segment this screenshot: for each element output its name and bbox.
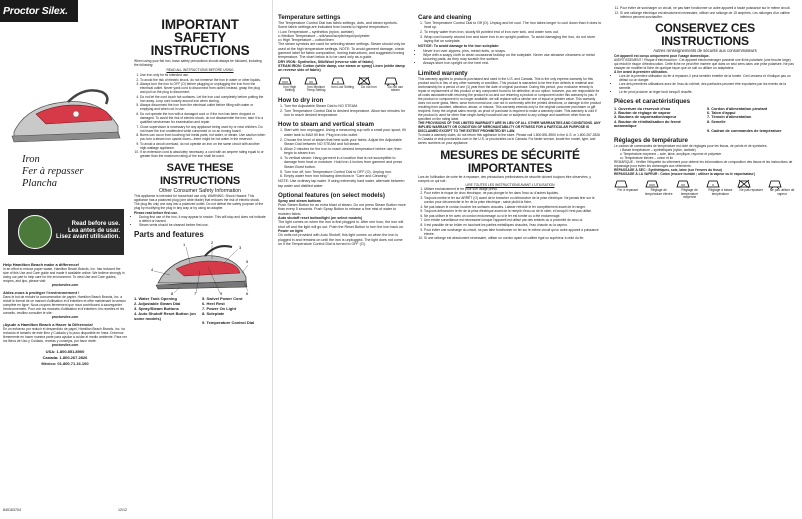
save-instructions-title: SAVE THESE INSTRUCTIONS [159,162,241,188]
list-item: 6. Empty water from iron following directions in "Care and Cleaning." [284,174,407,178]
list-item: • Le fer peut produire un léger bruit lorsqu'il chauffe. [619,90,796,94]
power-light-title: Power on light [278,228,303,233]
how-steam-title: How to steam and vertical steam [278,121,374,129]
iron-low-symbol: Iron Low Setting [331,76,354,93]
list-item: • Lors des premières utilisations avec de l'eau du robinet, des particules peuvent être expulsées par les évents de la semelle. [619,82,796,90]
fr-iron-low-symbol: Réglage à basse température [706,179,734,200]
warranty-text: This warranty applies to products purchased and used in the U.S. and Canada. This is the only express warranty for this product and is in lieu of any other warranty or condition. This product is warranted to be free from defects in material and workmanship for a period of one (1) year from the date of original purchase. During this period, your exclusive remedy is repair or replacement of this product or any component found to be defective, at our option; however, you are responsible for all costs associated with returning the product to us and our returning a product or component under this warranty to you. If the product or component is no longer available, we will replace with a similar one of equal or greater value. This warranty does not cover glass, filters, wear from normal use, use not in conformity with the printed directions, or damage to the product resulting from accident, alteration, abuse, or misuse. This warranty extends only to the original consumer purchaser or gift recipient. Keep the original sales receipt, as proof of purchase is required to make a warranty claim. This warranty is void if the product is used for other than single-family household use or subjected to any voltage and waveform other than as specified on the rating label. [418,76,601,121]
safety-read-all: READ ALL INSTRUCTIONS BEFORE USING [166,68,234,72]
fr-temperature-dots [614,148,796,160]
list-item: 4. Bouton de réinitialisation du fermé automatique [614,119,681,129]
list-item: 7. Close supervision is necessary for any appliance being used by or near children. Do not leave the iron unattended while connected or on an ironing board. [140,125,266,133]
svg-text:4: 4 [151,267,154,273]
how-dry-list [278,104,407,117]
list-item: 8. Il est possible de se brûler en touchant les parties métalliques chaudes, l'eau chaude ou la vapeur. [424,223,602,227]
list-item: 11. Pour éviter de surcharger un circuit, ne pas faire fonctionner un autre appareil à haute puissance sur le même circuit. [620,6,796,10]
fr-warning: AVERTISSEMENT ! Risque d'électrocution : Cet appareil électroménager possède une fiche polarisée (une broche large) qui réduit le risque d'électrocution. Cette fiche ne peut être insérée que dans un seul sens dans une prise polarisée. Ne pas essayer de modifier la fiche de quelque façon que ce soit ou utiliser un adaptateur. [614,57,794,70]
safety-title: IMPORTANT SAFETY INSTRUCTIONS [150,17,250,58]
list-item: • Basse température – synthétiques (nylon, acétate) [620,148,696,153]
safety-intro: When using your flat iron, basic safety precautions should always be followed, including the following: [134,59,262,67]
list-item: 9. Cadran de commandes de température [707,128,782,133]
no-iron-symbol: Do not iron [357,76,380,93]
list-item: 3. Toujours mettre le fer sur ARRÊT (O) avant de le brancher ou débrancher de la prise électrique. Ne jamais tirer sur le cordon pour déconnecter le fer de la prise électrique ; saisir plutôt la fiche. [424,196,602,204]
contact-numbers [3,349,127,368]
list-item: 2. Adjustable Steam Dial [134,301,181,307]
list-item: 3. Wrap cord loosely around iron and store iron in an upright position. To avoid damaging the iron, do not store laying flat on soleplate. [424,35,602,44]
list-item: 2. Bouton de réglage de vapeur [614,111,671,115]
warranty-title: Limited warranty [418,69,468,77]
list-item: 2. Choose the level of steam that best suits your fabric. Adjust the Adjustable Steam Dial between NO STEAM and full steam. [284,138,407,147]
list-item: 1. Utiliser exclusivement le fer pour son usage prévu. [424,187,602,191]
product-name-en: Iron [22,154,40,165]
list-item: •• Medium Temperature – silk/wool/acrylic/rayon/polyester [278,33,370,38]
list-item: 3. Boutons de vaporisation/vapeur [614,115,677,120]
list-item: ••• Température élevée – coton et lin [620,156,674,161]
parts-diagram [150,241,250,295]
list-item: 5. Always disconnect the iron from the electrical outlet before filling with water or emptying and when not in use. [140,103,266,111]
help-title-es: ¡Ayude a Hamilton Beach a Hacer la Diferencia! [3,322,93,327]
list-item: 9. Pour éviter une surcharge du circuit, ne pas faire fonctionner un fer sur le même circuit qu'un autre appareil à puissance élevée. [424,228,602,236]
list-item: 5. Cordon d'alimentation pivotant [707,106,768,111]
list-item: 1. Turn Temperature Control Dial to Off (O). Unplug and let cool. The iron takes longer to cool down than it does to heat up. [424,21,602,30]
list-item: • Never iron over zippers, pins, metal rivets, or snaps. [423,49,602,53]
list-item: 6. Heel Rest [202,301,225,307]
help-url-fr[interactable]: proctorsilex.com [51,315,79,319]
fr-care-symbols [614,179,796,200]
list-item: 4. Ne pas laisser le cordon toucher les surfaces chaudes. Laisser refroidir le fer complètement avant de le ranger. [424,205,602,209]
care-title: Care and cleaning [418,14,472,21]
fr-no-iron-symbol: Ne pas repasser [737,179,765,200]
fr-read-all: LIRE TOUTES LES INSTRUCTIONS AVANT L'UTILISATION [465,182,555,187]
fr-safety-list-cont [614,6,796,19]
parts-list [134,297,266,326]
fr-temperature-title: Réglages de température [614,137,688,145]
care-list [418,21,602,44]
fr-safety-title: MESURES DE SÉCURITÉ IMPORTANTES [440,147,580,175]
warranty-disclaimer: THE PROVISIONS OF THIS LIMITED WARRANTY ARE IN LIEU OF ALL OTHER WARRANTIES AND CONDITIONS. ANY IMPLIED WARRANTY OR CONDITION OF MERCHANTABILITY OR FITNESS FOR A PARTICULAR PURPOSE IS DISCLAIMED EXCEPT TO THE EXTENT PROHIBITED BY LAW. [418,120,601,133]
iron-photo [6,80,124,150]
fr-home-use: Cet appareil est conçu uniquement pour l'usage domestique. [614,53,710,58]
fr-temperature-text: Le cadran de commandes de température est doté de réglages pour les tissus, de points et de symboles. [614,144,768,149]
list-item: 7. Témoin d'alimentation [707,115,752,120]
auto-shutoff-title: Auto shutoff reset button/light (on select models) [278,216,363,221]
svg-text:7: 7 [194,291,197,296]
svg-text:5: 5 [246,259,249,265]
fr-iron-symbol: Fer à repasser [614,179,642,200]
fr-steam-ironing: REPASSAGE À LA VAPEUR : Coton (encore humide ; utiliser la vapeur ou le vaporisateur) [614,172,755,177]
warranty-claim: To make a warranty claim, do not return this appliance to the store. Please call 1.800.851.8900 in the U.S. or 1.800.267.2826 in Canada or visit proctorsilex.com in the U.S. or proctorsilex.ca in Canada. For faster service, locate the model, type, and series numbers on your appliance. [418,132,600,145]
fr-save-title: CONSERVEZ CES INSTRUCTIONS [655,20,755,48]
list-item: • Always store iron upright on the heel rest. [423,61,602,65]
temperature-dots [278,30,407,43]
notice-list [418,49,602,66]
safety-column [130,0,272,519]
help-title: Help Hamilton Beach make a difference! [3,262,80,267]
temperature-p1: Some fabric settings are indicated from lowest to highest temperature. [278,25,390,30]
fr-parts-title: Pièces et caractéristiques [614,97,691,105]
other-safety-title: Other Consumer Safety Information [159,188,241,195]
parts-title: Parts and features [134,230,204,240]
help-title-fr: Aidez-nous à protéger l'environnement ! [3,290,80,295]
list-item: 6. Ne pas utiliser le fer avec un cordon endommagé ou si le fer est tombé ou a été endommagé. [424,214,602,218]
spray-title: Spray and steam buttons [278,198,321,203]
list-item: 1. Start with iron unplugged. Using a measuring cup with a small pour spout, fill water tank to MAX fill line. Plug iron into outlet. [284,128,407,137]
temperature-column [272,0,412,519]
fr-remarque: REMARQUE : Vérifier l'étiquette du vêtement pour obtenir les informations de composition des tissus et les instructions de repassage pour éviter les dommages aux vêtements. [614,160,793,169]
list-item: 4. Auto Shutoff Reset Button (on some models) [134,310,196,321]
help-url[interactable]: proctorsilex.com [51,283,79,287]
contact-mexico: México: 01.800.71.16.100 [41,361,89,367]
help-section [3,262,127,368]
french-column [608,0,802,519]
read-en: Read before use. [71,221,120,227]
contact-usa: USA: 1.800.851.8900 [45,349,85,354]
list-item: • Steam vents should be cleaned before first use. [139,223,266,227]
document-code: 840163704 [3,508,21,512]
list-item: 1. Water Tank Opening [134,296,177,302]
svg-text:8: 8 [171,291,174,296]
list-item: 8. Semelle [707,119,726,124]
read-es: Lea antes de usar. [67,227,120,234]
list-item: 9. Temperature Control Dial [202,320,255,326]
list-item: 3. Allow 2 minutes for the iron to reach desired temperature before use; then begin to steam iron. [284,147,407,156]
iron-medium-symbol: Iron Medium Temp Setting [304,76,327,93]
list-item: 5. Toujours débrancher le fer de la prise électrique avant de le remplir d'eau ou de le vider, et lorsqu'il n'est pas utilisé. [424,209,602,213]
fr-save-subtitle: Autres renseignements de sécurité aux consommateurs [653,47,757,53]
list-item: 2. Turn Temperature Control Dial to desired temperature. Allow two minutes for iron to reach desired temperature. [284,109,407,118]
fr-iron-high-symbol: Réglage de température élevée [645,179,673,200]
list-item: 10. Si une rallonge est absolument nécessaire, utiliser un cordon ayant un calibre égal ou supérieur à celui du fer. [424,236,602,240]
power-light-text: On units not provided with Auto Shutoff, this light comes on when the iron is plugged in and remains on until the iron is unplugged. The light does not come on if the Temperature Control Dial is turned to OFF (O). [278,233,403,246]
no-steam-symbol: Do not use steam [384,76,407,93]
spray-text: Push Steam Button for an extra blast of steam. Do not press Steam Button more than every 5 seconds. Push Spray Button to release a fine mist of water to moisten fabric. [278,203,406,216]
list-item: ••• High Temperature – cotton/linen [278,38,334,43]
optional-features-title: Optional features (on select models) [278,191,385,199]
list-item: 1. Turn the Adjustable Steam Dial to NO STEAM. [284,104,407,108]
list-item: 7. Une étroite surveillance est nécessaire lorsque l'appareil est utilisé par des enfants ou à proximité de ceux-ci. [424,218,602,222]
list-item: 9. To avoid a circuit overload, do not operate an iron on the same circuit with another high-wattage appliance. [140,142,266,150]
list-item: • Wipe with a soapy cloth to clean occasional buildup on the soleplate. Never use abrasive cleansers or metal scouring pads, as they may scratch the surface. [423,53,602,62]
care-notice: NOTICE: To avoid damage to the iron soleplate: [418,44,500,49]
help-text-fr: Dans le but de réduire la consommation de papier, Hamilton Beach Brands, Inc. a réduit le format de ce manuel d'utilisation et d'entretien et offre maintenant la version complète en ligne. Nous croyons fermement que nous contribuons à sauvegarder l'environnement. Pour voir les manuels d'utilisation et d'entretien, les recettes et les conseils, veuillez consulter le site : [3,295,127,315]
auto-shutoff-text: The light comes on when the iron is first plugged in. After one hour, the iron will shut off and the light will go out. Push the Reset Button to turn the iron back on. [278,220,404,229]
steam-ironing: STEAM IRON: Cotton (white damp, use steam or spray) Linen (white damp on reverse side of fabric) [278,63,405,73]
product-name-es: Plancha [22,178,57,189]
contact-canada: Canada: 1.800.267.2826 [42,355,88,361]
list-item: 2. To avoid the risk of electric shock, do not immerse the iron in water or other liquids. [140,78,266,82]
first-use-title: Please read before first use. [134,211,178,216]
temperature-p2: The steam symbols are used for selecting steam settings. Steam should only be used at the high temperature settings. NOTE: To avoid garment damage, check garment label for fabric composition, ironing instructions, and suggested ironing temperature. The chart below is to be used only as a guide. [278,42,406,60]
temperature-title: Temperature settings [278,14,341,21]
list-item: 5. Swivel Power Cord [202,296,243,302]
leaf-icon [18,215,52,249]
list-item: 3. Spray/Steam Buttons [134,305,179,311]
fr-dry-ironing: REPASSAGE À SEC : Synthétiques, soie, laine (sur l'envers du tissu) [614,168,722,173]
fr-iron-medium-symbol: Réglage de température moyenne [676,179,704,200]
product-names [22,154,83,190]
svg-text:3: 3 [239,245,242,251]
fr-first-use-list [614,74,796,94]
care-column [412,0,608,519]
list-item: 12. Si une rallonge électrique est absolument nécessaire, utiliser une rallonge de 15 ampères. Les rallonges d'un calibre inférieur peuvent surchauffer. [620,11,796,19]
help-url-es[interactable]: proctorsilex.com [51,343,79,347]
list-item: 8. Soleplate [202,310,225,316]
fr-parts-list [614,107,796,133]
list-item: • Low Temperature – synthetics (nylon, acetate) [278,29,354,34]
list-item: 1. Ouverture du réservoir d'eau [614,106,671,111]
svg-text:6: 6 [246,291,249,296]
product-name-fr: Fer à repasser [22,166,84,177]
list-item: •• Température moyenne – soie, laine, acrylique, rayonne et polyester [620,152,722,157]
svg-text:2: 2 [211,241,214,246]
list-item: 2. To empty water from iron, slowly tilt pointed end of iron over sink, and water runs out. [424,30,602,34]
first-use-list [134,215,266,227]
how-steam-list [278,128,407,178]
brand-logo: Proctor Silex. [0,0,78,22]
cover-column [0,0,130,519]
help-text-es: En un esfuerzo por reducir el desperdicio de papel, Hamilton Beach Brands, Inc. ha reducido el tamaño de este libro y Cuidado y lo puso disponible en línea. Creemos firmemente en hacer nuestra parte para ayudar a cuidar el medio ambiente. Para ver los libros de Uso y Cuidado, recetas y consejos, por favor visite: [3,327,127,343]
list-item: 6. Talon d'appui [707,111,736,115]
list-item: • Lors de la première utilisation du fer à repasser, il peut sembler émettre de la fumée. Ceci cessera et n'indique pas un défaut ou un danger. [619,74,796,82]
fr-no-steam-symbol: Ne pas utiliser de vapeur [768,179,796,200]
iron-high-symbol: Iron High Setting [278,76,301,93]
svg-text:9: 9 [220,291,223,296]
care-symbols [278,76,407,93]
list-item: 5. Turn iron off, turn Temperature Control Dial to OFF (O). Unplug iron. [284,170,407,174]
list-item: 1. Use iron only for its intended use. [140,73,266,77]
fr-safety-intro: Lors de l'utilisation de votre fer à repasser, des précautions préliminaires de sécurité doivent toujours être observées, y compris ce qui suit : [418,174,592,183]
document-date: 12/12 [118,508,127,512]
safety-list [134,73,266,158]
how-dry-title: How to dry iron [278,96,324,104]
list-item: 6. Do not operate the iron with a damaged cord or if the iron has been dropped or damaged. To avoid the risk of electric shock, do not disassemble the iron; take it to a qualified serviceman for examination and repair. [140,112,266,124]
read-before-use-box [8,209,124,255]
list-item: 3. Always turn the iron to OFF (O) before plugging or unplugging the iron from the electrical outlet. Never yank cord to disconnect from outlet; instead, grasp the plug and pull on the plug to disconnect. [140,82,266,94]
fr-first-use: À lire avant la première utilisation. [614,69,668,74]
list-item: 7. Power On Light [202,305,237,311]
fr-safety-list [418,187,602,240]
svg-text:1: 1 [183,242,186,248]
list-item: 2. Pour éviter le risque de choc électrique, ne pas plonger le fer dans l'eau ou d'autres liquides. [424,191,602,195]
list-item: 8. Burns can occur from touching hot metal parts, hot water, or steam. Use caution when you turn a steam iron upside down—there might be hot water in the reservoir. [140,133,266,141]
list-item: 4. Do not let the cord touch hot surfaces. Let the iron cool completely before putting the iron away. Loop cord loosely around iron when storing. [140,95,266,103]
dry-ironing: DRY IRON: Synthetics, Silk/Wool (reverse side of fabric) [278,59,374,64]
other-safety-text: This appliance is intended for household use only. WARNING: Shock Hazard: This appliance has a polarized plug (one wide blade) that reduces the risk of electric shock. The plug fits only one way into a polarized outlet. Do not defeat the safety purpose of the plug by modifying the plug in any way or by using an adapter. [134,194,264,211]
read-fr: Lisez avant utilisation. [56,234,121,241]
list-item: 10. If an extension cord is absolutely necessary, a cord with an ampere rating equal to or greater than the maximum rating of the iron shall be used. [140,150,266,158]
temperature-intro: The Temperature Control Dial has fabric settings, dots, and steam symbols. [278,21,398,25]
help-text: In an effort to reduce paper waste, Hamilton Beach Brands, Inc. has reduced the size of this Use and Care guide and made it available online. We believe strongly in doing our part to help care for the environment. To view Use and Care guides, recipes, and tips, please visit: [3,267,125,283]
list-item: 4. To vertical steam: Hang garment in a location that is not susceptible to damage from heat or moisture. Hold iron 4 inches from garment and press Steam Burst button. [284,156,407,169]
water-note: NOTE: Use ordinary tap water. If using extremely hard water, alternate between tap water and distilled water. [278,179,405,188]
list-item: • During first use of the iron, it may appear to smoke. This will stop and does not indicate a defect or hazard. [139,215,266,223]
